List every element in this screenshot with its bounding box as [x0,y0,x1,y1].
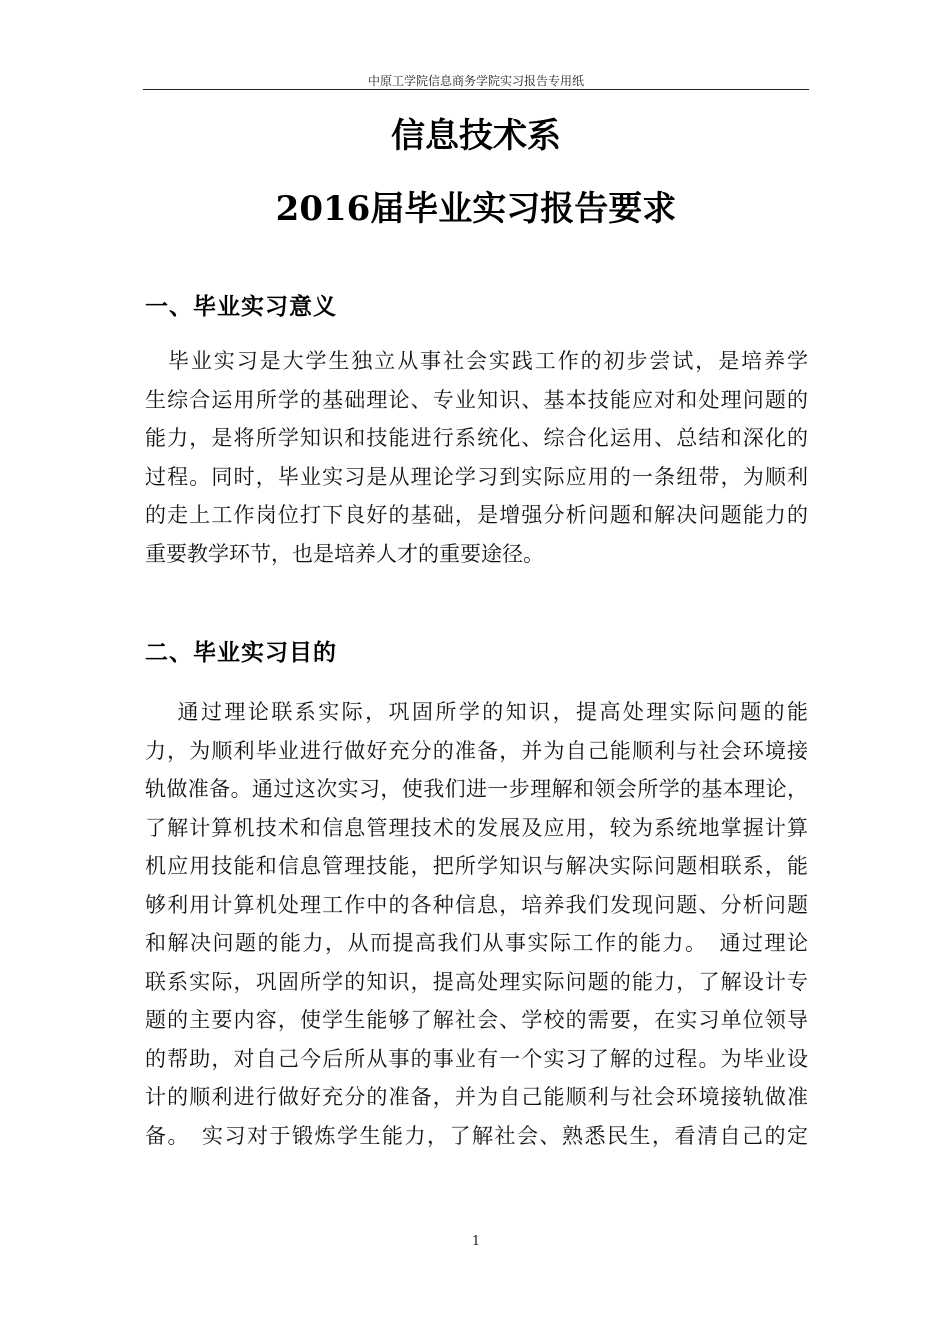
paragraph-line: 了解计算机技术和信息管理技术的发展及应用，较为系统地掌握计算 [145,815,808,840]
page-header: 中原工学院信息商务学院实习报告专用纸 [367,74,584,88]
section-heading-significance: 一、毕业实习意义 [145,294,337,320]
section-paragraph-purpose [145,693,808,1155]
paragraph-line: 和解决问题的能力，从而提高我们从事实际工作的能力。 通过理论 [145,931,808,955]
paragraph-line: 力，为顺利毕业进行做好充分的准备，并为自己能顺利与社会环境接 [145,738,808,763]
paragraph-line: 题的主要内容，使学生能够了解社会、学校的需要，在实习单位领导 [145,1008,808,1032]
paragraph-line: 轨做准备。通过这次实习，使我们进一步理解和领会所学的基本理论， [145,777,808,801]
paragraph-line: 过程。同时，毕业实习是从理论学习到实际应用的一条纽带，为顺利 [145,464,808,489]
paragraph-line: 够利用计算机处理工作中的各种信息，培养我们发现问题、分析问题 [145,892,808,917]
paragraph-line: 能力，是将所学知识和技能进行系统化、综合化运用、总结和深化的 [145,426,808,450]
paragraph-line: 的走上工作岗位打下良好的基础，是增强分析问题和解决问题能力的 [145,503,808,527]
paragraph-line: 通过理论联系实际，巩固所学的知识，提高处理实际问题的能 [145,700,808,724]
paragraph-line: 生综合运用所学的基础理论、专业知识、基本技能应对和处理问题的 [145,387,808,412]
paragraph-line: 重要教学环节，也是培养人才的重要途径。 [145,541,544,566]
paragraph-line: 机应用技能和信息管理技能，把所学知识与解决实际问题相联系，能 [145,854,808,878]
paragraph-line: 计的顺利进行做好充分的准备，并为自己能顺利与社会环境接轨做准 [145,1085,808,1109]
paragraph-line: 备。 实习对于锻炼学生能力，了解社会、熟悉民生，看清自己的定 [145,1123,808,1148]
section-heading-purpose: 二、毕业实习目的 [145,640,337,666]
paragraph-line: 的帮助，对自己今后所从事的事业有一个实习了解的过程。为毕业设 [145,1046,808,1071]
paragraph-line: 毕业实习是大学生独立从事社会实践工作的初步尝试，是培养学 [145,349,808,373]
section-paragraph-significance [145,342,808,573]
document-title-requirements: 2016届毕业实习报告要求 [275,189,677,229]
header-divider [143,89,809,90]
paragraph-line: 联系实际，巩固所学的知识，提高处理实际问题的能力，了解设计专 [145,969,808,994]
page-number: 1 [471,1234,481,1249]
document-title-department: 信息技术系 [391,116,561,156]
